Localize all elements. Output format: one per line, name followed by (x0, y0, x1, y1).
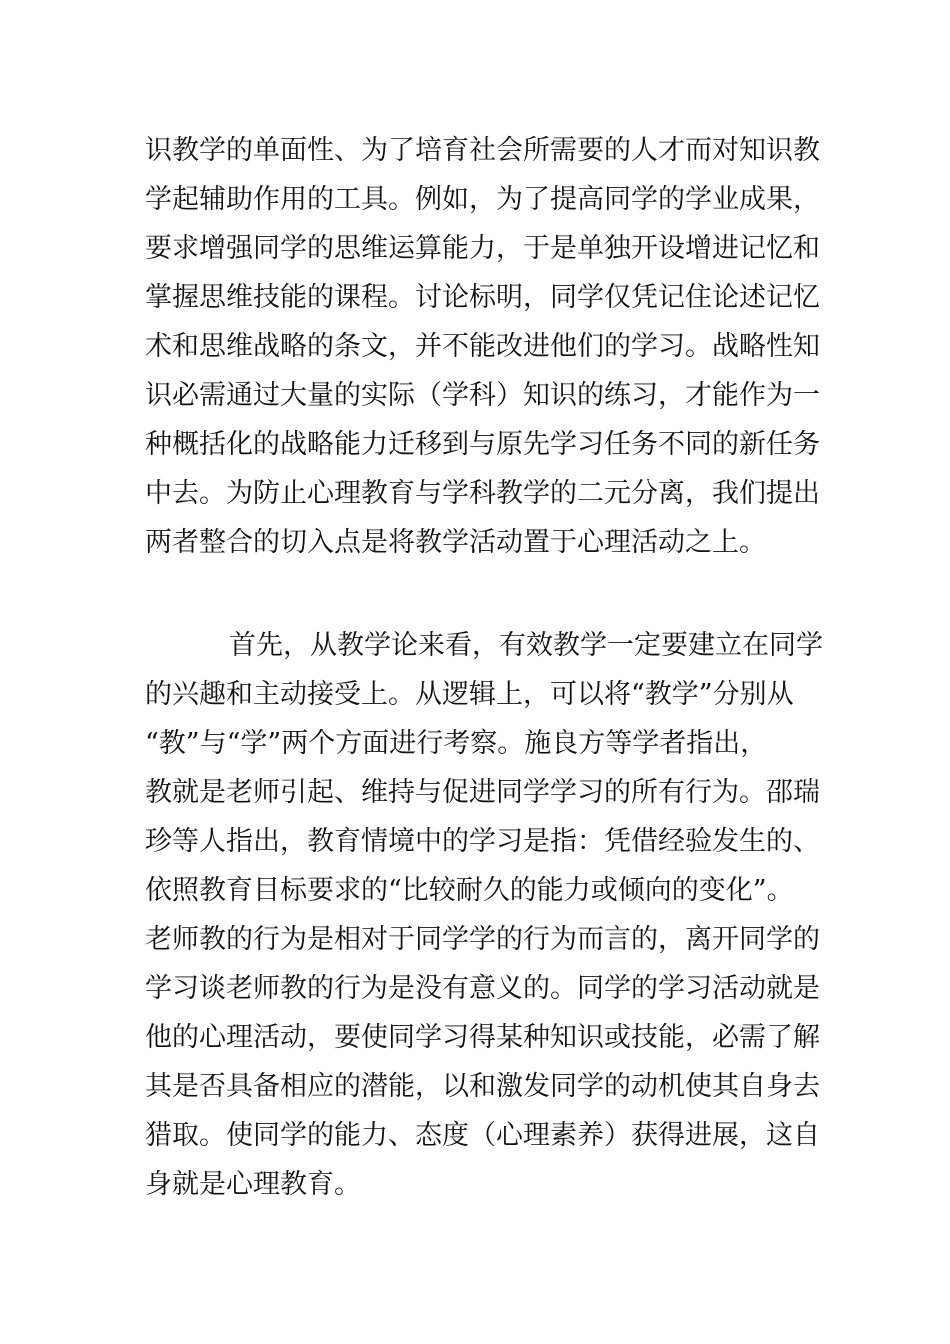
text-line: 要求增强同学的思维运算能力，于是单独开设增进记忆和 (145, 233, 820, 264)
text-line: 其是否具备相应的潜能，以和激发同学的动机使其自身去 (145, 1071, 820, 1102)
text-line: 珍等人指出，教育情境中的学习是指：凭借经验发生的、 (145, 826, 820, 857)
text-line: 学习谈老师教的行为是没有意义的。同学的学习活动就是 (145, 973, 820, 1004)
text-line: 两者整合的切入点是将教学活动置于心理活动之上。 (145, 527, 766, 558)
text-line: 学起辅助作用的工具。例如，为了提高同学的学业成果， (145, 184, 820, 215)
text-line: 首先，从教学论来看，有效教学一定要建立在同学 (229, 630, 823, 661)
text-line: 身就是心理教育。 (145, 1169, 361, 1200)
text-line: 识必需通过大量的实际（学科）知识的练习，才能作为一 (145, 380, 820, 411)
text-line: 他的心理活动，要使同学习得某种知识或技能，必需了解 (145, 1022, 820, 1053)
text-line: 术和思维战略的条文，并不能改进他们的学习。战略性知 (145, 331, 820, 362)
text-line: 掌握思维技能的课程。讨论标明，同学仅凭记住论述记忆 (145, 282, 820, 313)
text-line: 依照教育目标要求的“比较耐久的能力或倾向的变化”。 (145, 875, 794, 906)
text-line: 识教学的单面性、为了培育社会所需要的人才而对知识教 (145, 135, 820, 166)
text-line: 教就是老师引起、维持与促进同学学习的所有行为。邵瑞 (145, 777, 820, 808)
text-line: 的兴趣和主动接受上。从逻辑上，可以将“教学”分别从 (145, 679, 794, 710)
text-line: 猎取。使同学的能力、态度（心理素养）获得进展，这自 (145, 1120, 820, 1151)
text-line: 种概括化的战略能力迁移到与原先学习任务不同的新任务 (145, 429, 820, 460)
text-line: 中去。为防止心理教育与学科教学的二元分离，我们提出 (145, 478, 820, 509)
text-line: “教”与“学”两个方面进行考察。施良方等学者指出， (145, 728, 768, 759)
text-line: 老师教的行为是相对于同学学的行为而言的，离开同学的 (145, 924, 820, 955)
